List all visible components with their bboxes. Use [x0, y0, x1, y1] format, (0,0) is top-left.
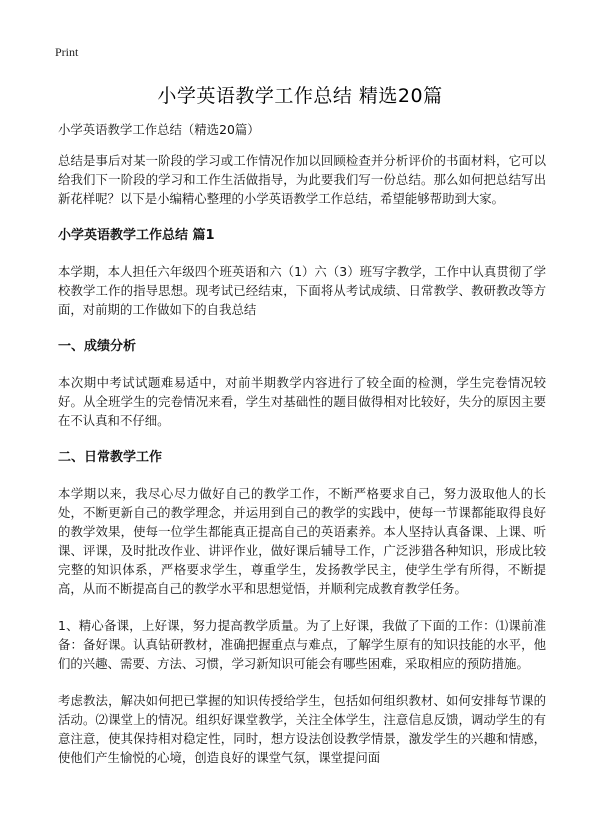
- teaching-method-paragraph: 考虑教法，解决如何把已掌握的知识传授给学生，包括如何组织教材、如何安排每节课的活动。⑵课堂上的情况。组织好课堂教学，关注全体学生，注意信息反馈，调动学生的有意注意，使其保持相对稳定性，同时，想方设法创设教学情景，激发学生的兴趣和情感，使他们产生愉悦的心境，创造良好的课堂气氛，课堂提问面: [58, 693, 546, 765]
- score-analysis-paragraph: 本次期中考试试题难易适中，对前半期教学内容进行了较全面的检测，学生完卷情况较好。从全班学生的完卷情况来看，学生对基础性的题目做得相对比较好，失分的原因主要在不认真和不仔细。: [58, 375, 546, 428]
- intro-paragraph: 总结是事后对某一阶段的学习或工作情况作加以回顾检查并分析评价的书面材料，它可以给我们下一阶段的学习和工作生活做指导，为此要我们写一份总结。那么如何把总结写出新花样呢？以下是小编精心整理的小学英语教学工作总结，希望能够帮助到大家。: [58, 153, 546, 206]
- heading-score-analysis: 一、成绩分析: [58, 339, 137, 354]
- lesson-preparation-paragraph: 1、精心备课，上好课，努力提高教学质量。为了上好课，我做了下面的工作：⑴课前准备：备好课。认真钻研教材，准确把握重点与难点，了解学生原有的知识技能的水平，他们的兴趣、需要、方法、习惯，学习新知识可能会有哪些困难，采取相应的预防措施。: [58, 618, 546, 671]
- print-label: Print: [55, 45, 79, 59]
- document-subtitle: 小学英语教学工作总结（精选20篇）: [58, 122, 260, 137]
- document-body: [58, 120, 546, 785]
- section-intro-paragraph: 本学期，本人担任六年级四个班英语和六（1）六（3）班写字教学，工作中认真贯彻了学校教学工作的指导思想。现考试已经结束，下面将从考试成绩、日常教学、教研教改等方面，对前期的工作做如下的自我总结: [58, 264, 546, 317]
- section-title: 小学英语教学工作总结 篇1: [58, 228, 215, 243]
- daily-teaching-paragraph: 本学期以来，我尽心尽力做好自己的教学工作，不断严格要求自己，努力汲取他人的长处，不断更新自己的教学理念，并运用到自己的教学的实践中，使每一节课都能取得良好的教学效果，使每一位学生都能真正提高自己的英语素养。本人坚持认真备课、上课、听课、评课，及时批改作业、讲评作业，做好课后辅导工作，广泛涉猎各种知识，形成比较完整的知识体系，严格要求学生，尊重学生，发扬教学民主，使学生学有所得，不断提高，从而不断提高自己的教学水平和思想觉悟，并顺利完成教育教学任务。: [58, 486, 546, 596]
- document-title: 小学英语教学工作总结 精选20篇: [157, 85, 443, 107]
- heading-daily-teaching: 二、日常教学工作: [58, 450, 163, 465]
